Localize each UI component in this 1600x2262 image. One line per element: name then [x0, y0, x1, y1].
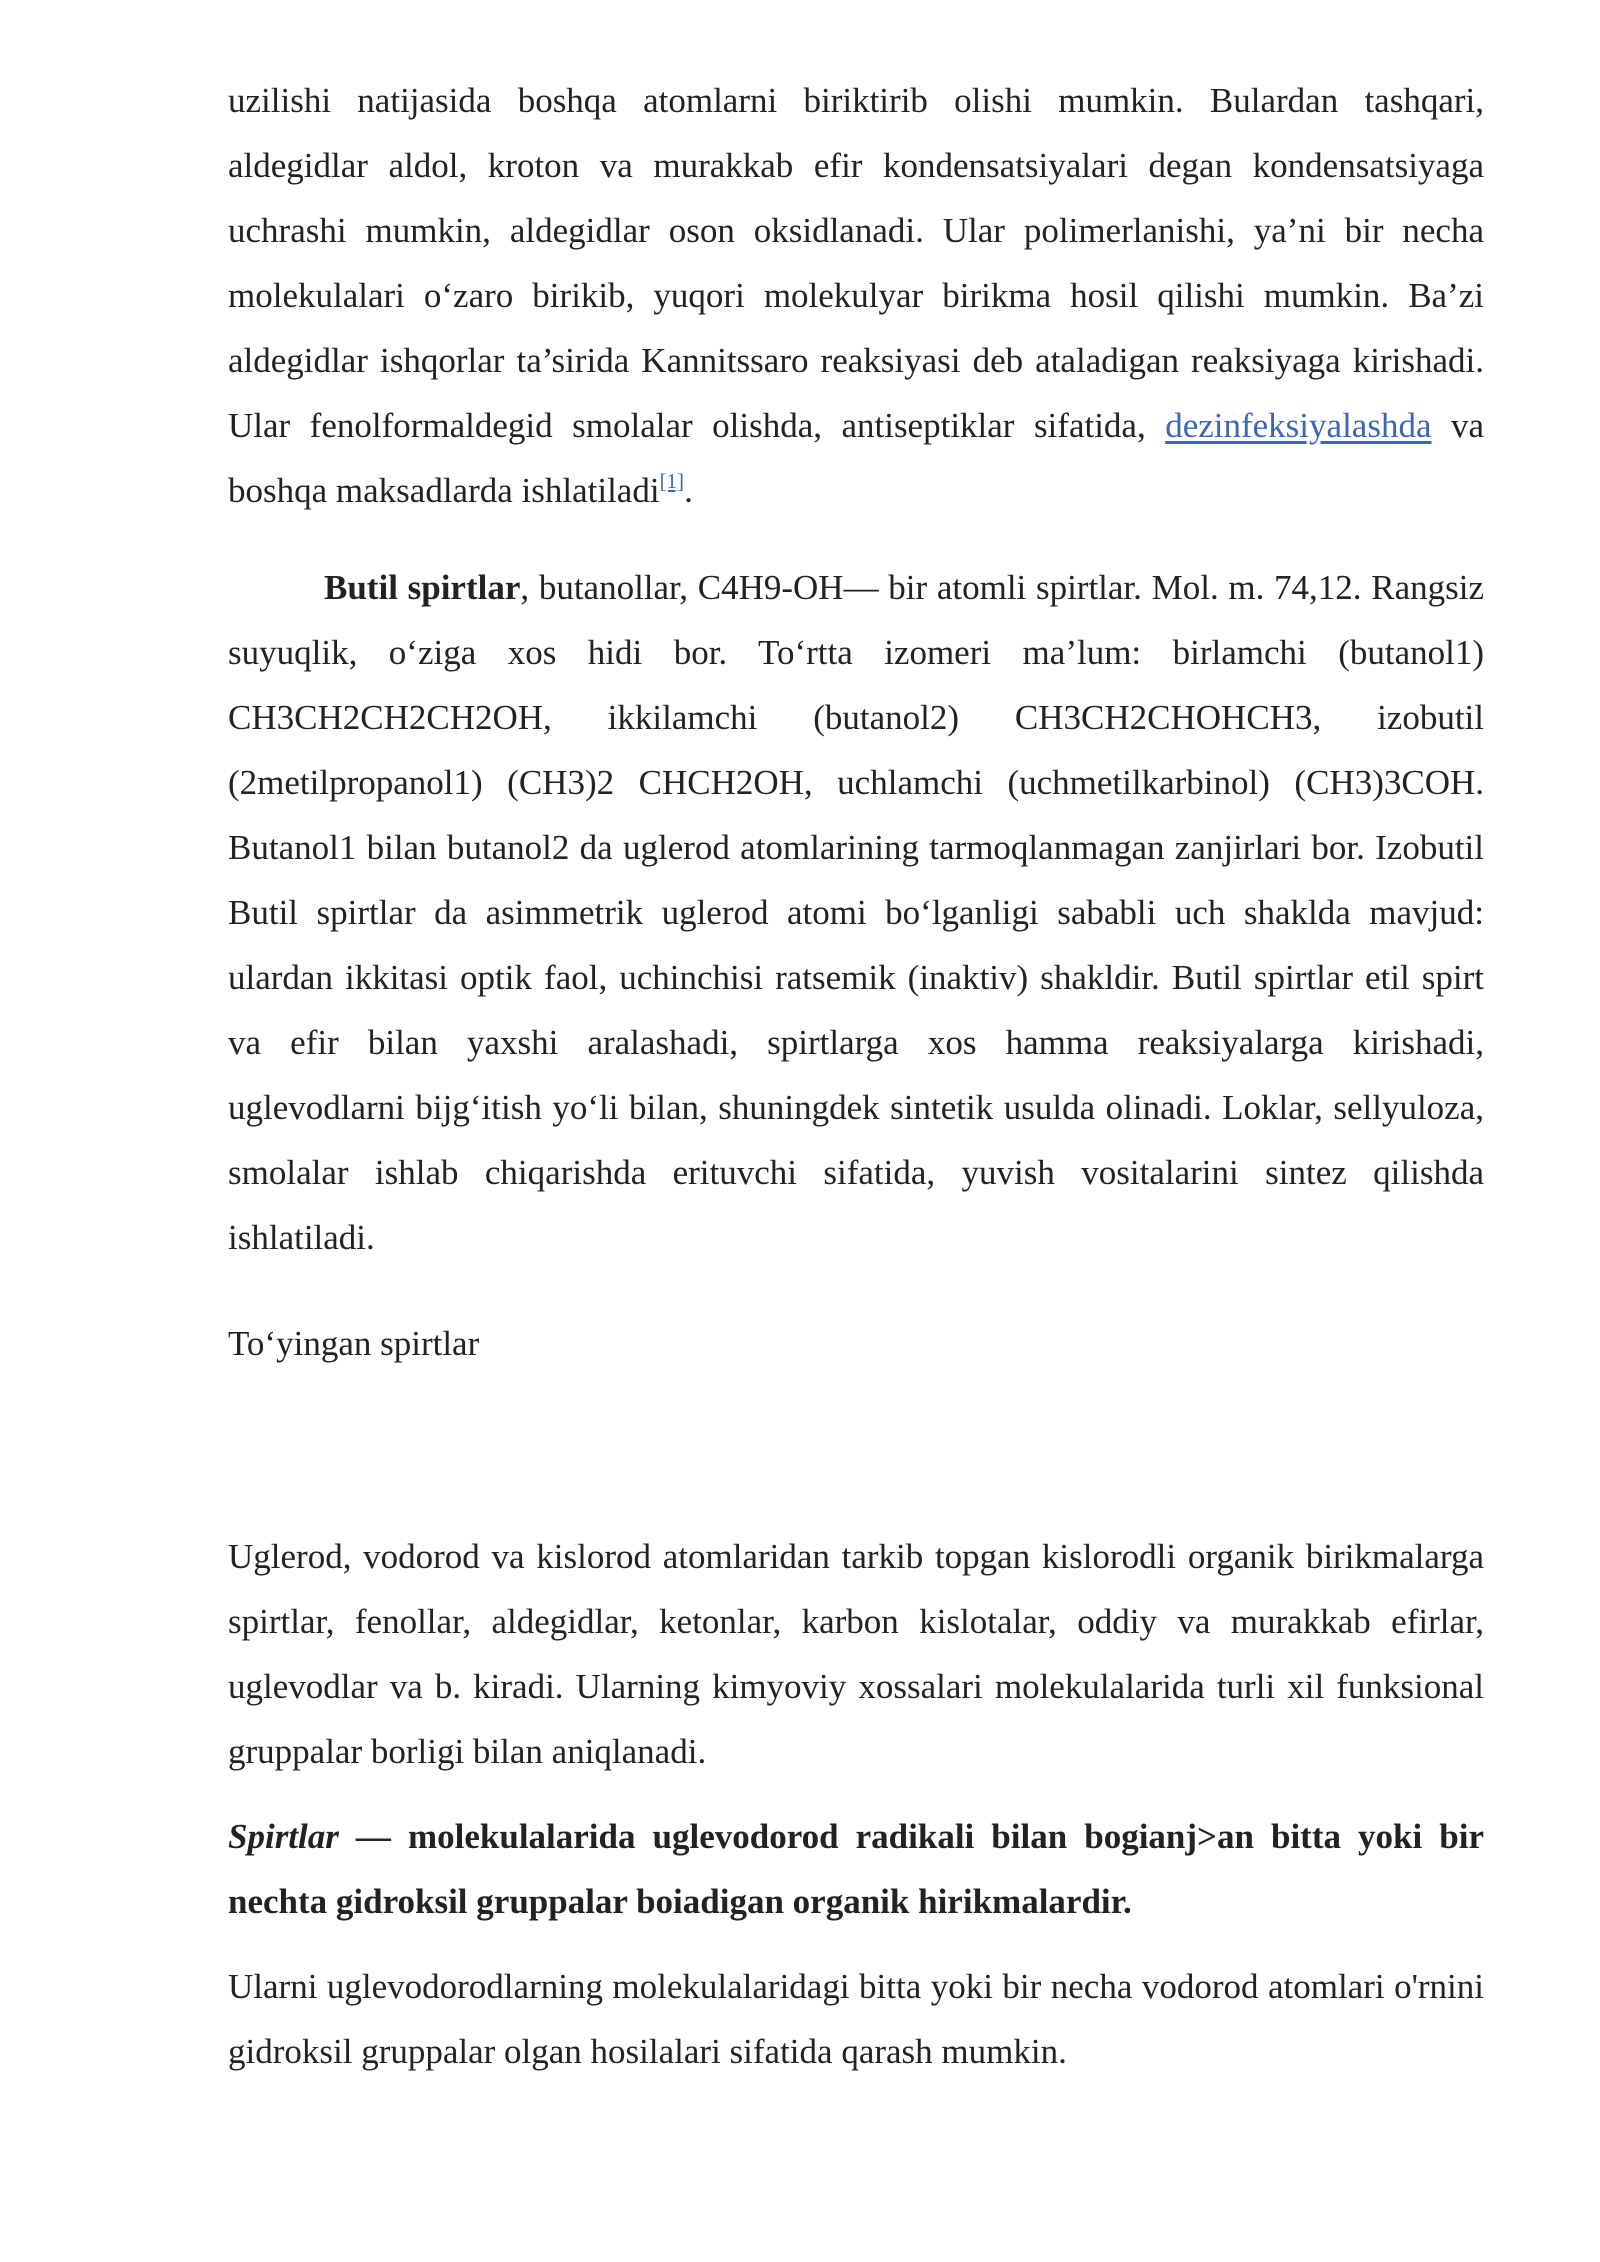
- term-spirtlar: Spirtlar: [228, 1817, 339, 1856]
- paragraph-kislorodli-birikmalar: Uglerod, vodorod va kislorod atomlaridan tarkib topgan kislorodli organik birikmalarga spirtlar, fenollar, aldegidlar, ketonlar, karbon kislotalar, oddiy va murakkab efirlar, uglevodlar va b. kiradi. Ularning kimyoviy xossalari molekulalarida turli xil funksional gruppalar borligi bilan aniqlanadi.: [228, 1537, 1484, 1771]
- paragraph-text: , butanollar, C4H9-OH— bir atomli spirtlar. Mol. m. 74,12. Rangsiz suyuqlik, o‘ziga xos hidi bor. To‘rtta izomeri ma’lum: birlamchi (butanol1) CH3CH2CH2CH2OH, ikkilamchi (butanol2) CH3CH2CHOHCH3, izobutil (2metilpropanol1) (CH3)2 CHCH2OH, uchlamchi (uchmetilkarbinol) (CH3)3COH. Butanol1 bilan butanol2 da uglerod atomlarining tarmoqlanmagan zanjirlari bor. Izobutil Butil spirtlar da asimmetrik uglerod atomi bo‘lganligi sababli uch shaklda mavjud: ulardan ikkitasi optik faol, uchinchisi ratsemik (inaktiv) shakldir. Butil spirtlar etil spirt va efir bilan yaxshi aralashadi, spirtlarga xos hamma reaksiyalarga kirishadi, uglevodlarni bijg‘itish yo‘li bilan, shuningdek sintetik usulda olinadi. Loklar, sellyuloza, smolalar ishlab chiqarishda erituvchi sifatida, yuvish vositalarini sintez qilishda ishlatiladi.: [228, 568, 1484, 1257]
- paragraph-text: va boshqa maksadlarda ishlatiladi: [228, 406, 1485, 510]
- paragraph-aldegidlar: [228, 68, 1484, 523]
- paragraph-butil-spirtlar: [228, 555, 1484, 1270]
- paragraph-spirtlar-definition: [228, 1804, 1484, 1934]
- document-page: [228, 68, 1484, 2084]
- paragraph-end: .: [684, 471, 693, 510]
- footnote-reference-link[interactable]: [1]: [659, 469, 685, 493]
- paragraph-hosilalari: Ularni uglevodorodlarning molekulalaridagi bitta yoki bir necha vodorod atomlari o'rnini gidroksil gruppalar olgan hosilalari sifatida qarash mumkin.: [228, 1967, 1484, 2071]
- definition-text: — molekulalarida uglevodorod radikali bilan bogianj>an bitta yoki bir nechta gidroksil gruppalar boiadigan organik hirikmalardir.: [228, 1817, 1484, 1921]
- paragraph-text: uzilishi natijasida boshqa atomlarni biriktirib olishi mumkin. Bulardan tashqari, aldegidlar aldol, kroton va murakkab efir kondensatsiyalari degan kondensatsiyaga uchrashi mumkin, aldegidlar oson oksidlanadi. Ular polimerlanishi, ya’ni bir necha molekulalari o‘zaro birikib, yuqori molekulyar birikma hosil qilishi mumkin. Ba’zi aldegidlar ishqorlar ta’sirida Kannitssaro reaksiyasi deb ataladigan reaksiyaga kirishadi. Ular fenolformaldegid smolalar olishda, antiseptiklar sifatida,: [228, 81, 1484, 445]
- section-heading: To‘yingan spirtlar: [228, 1324, 480, 1363]
- term-butil-spirtlar: Butil spirtlar: [324, 568, 521, 607]
- blank-space: [228, 1376, 1484, 1524]
- dezinfeksiyalashda-link[interactable]: dezinfeksiyalashda: [1165, 406, 1432, 445]
